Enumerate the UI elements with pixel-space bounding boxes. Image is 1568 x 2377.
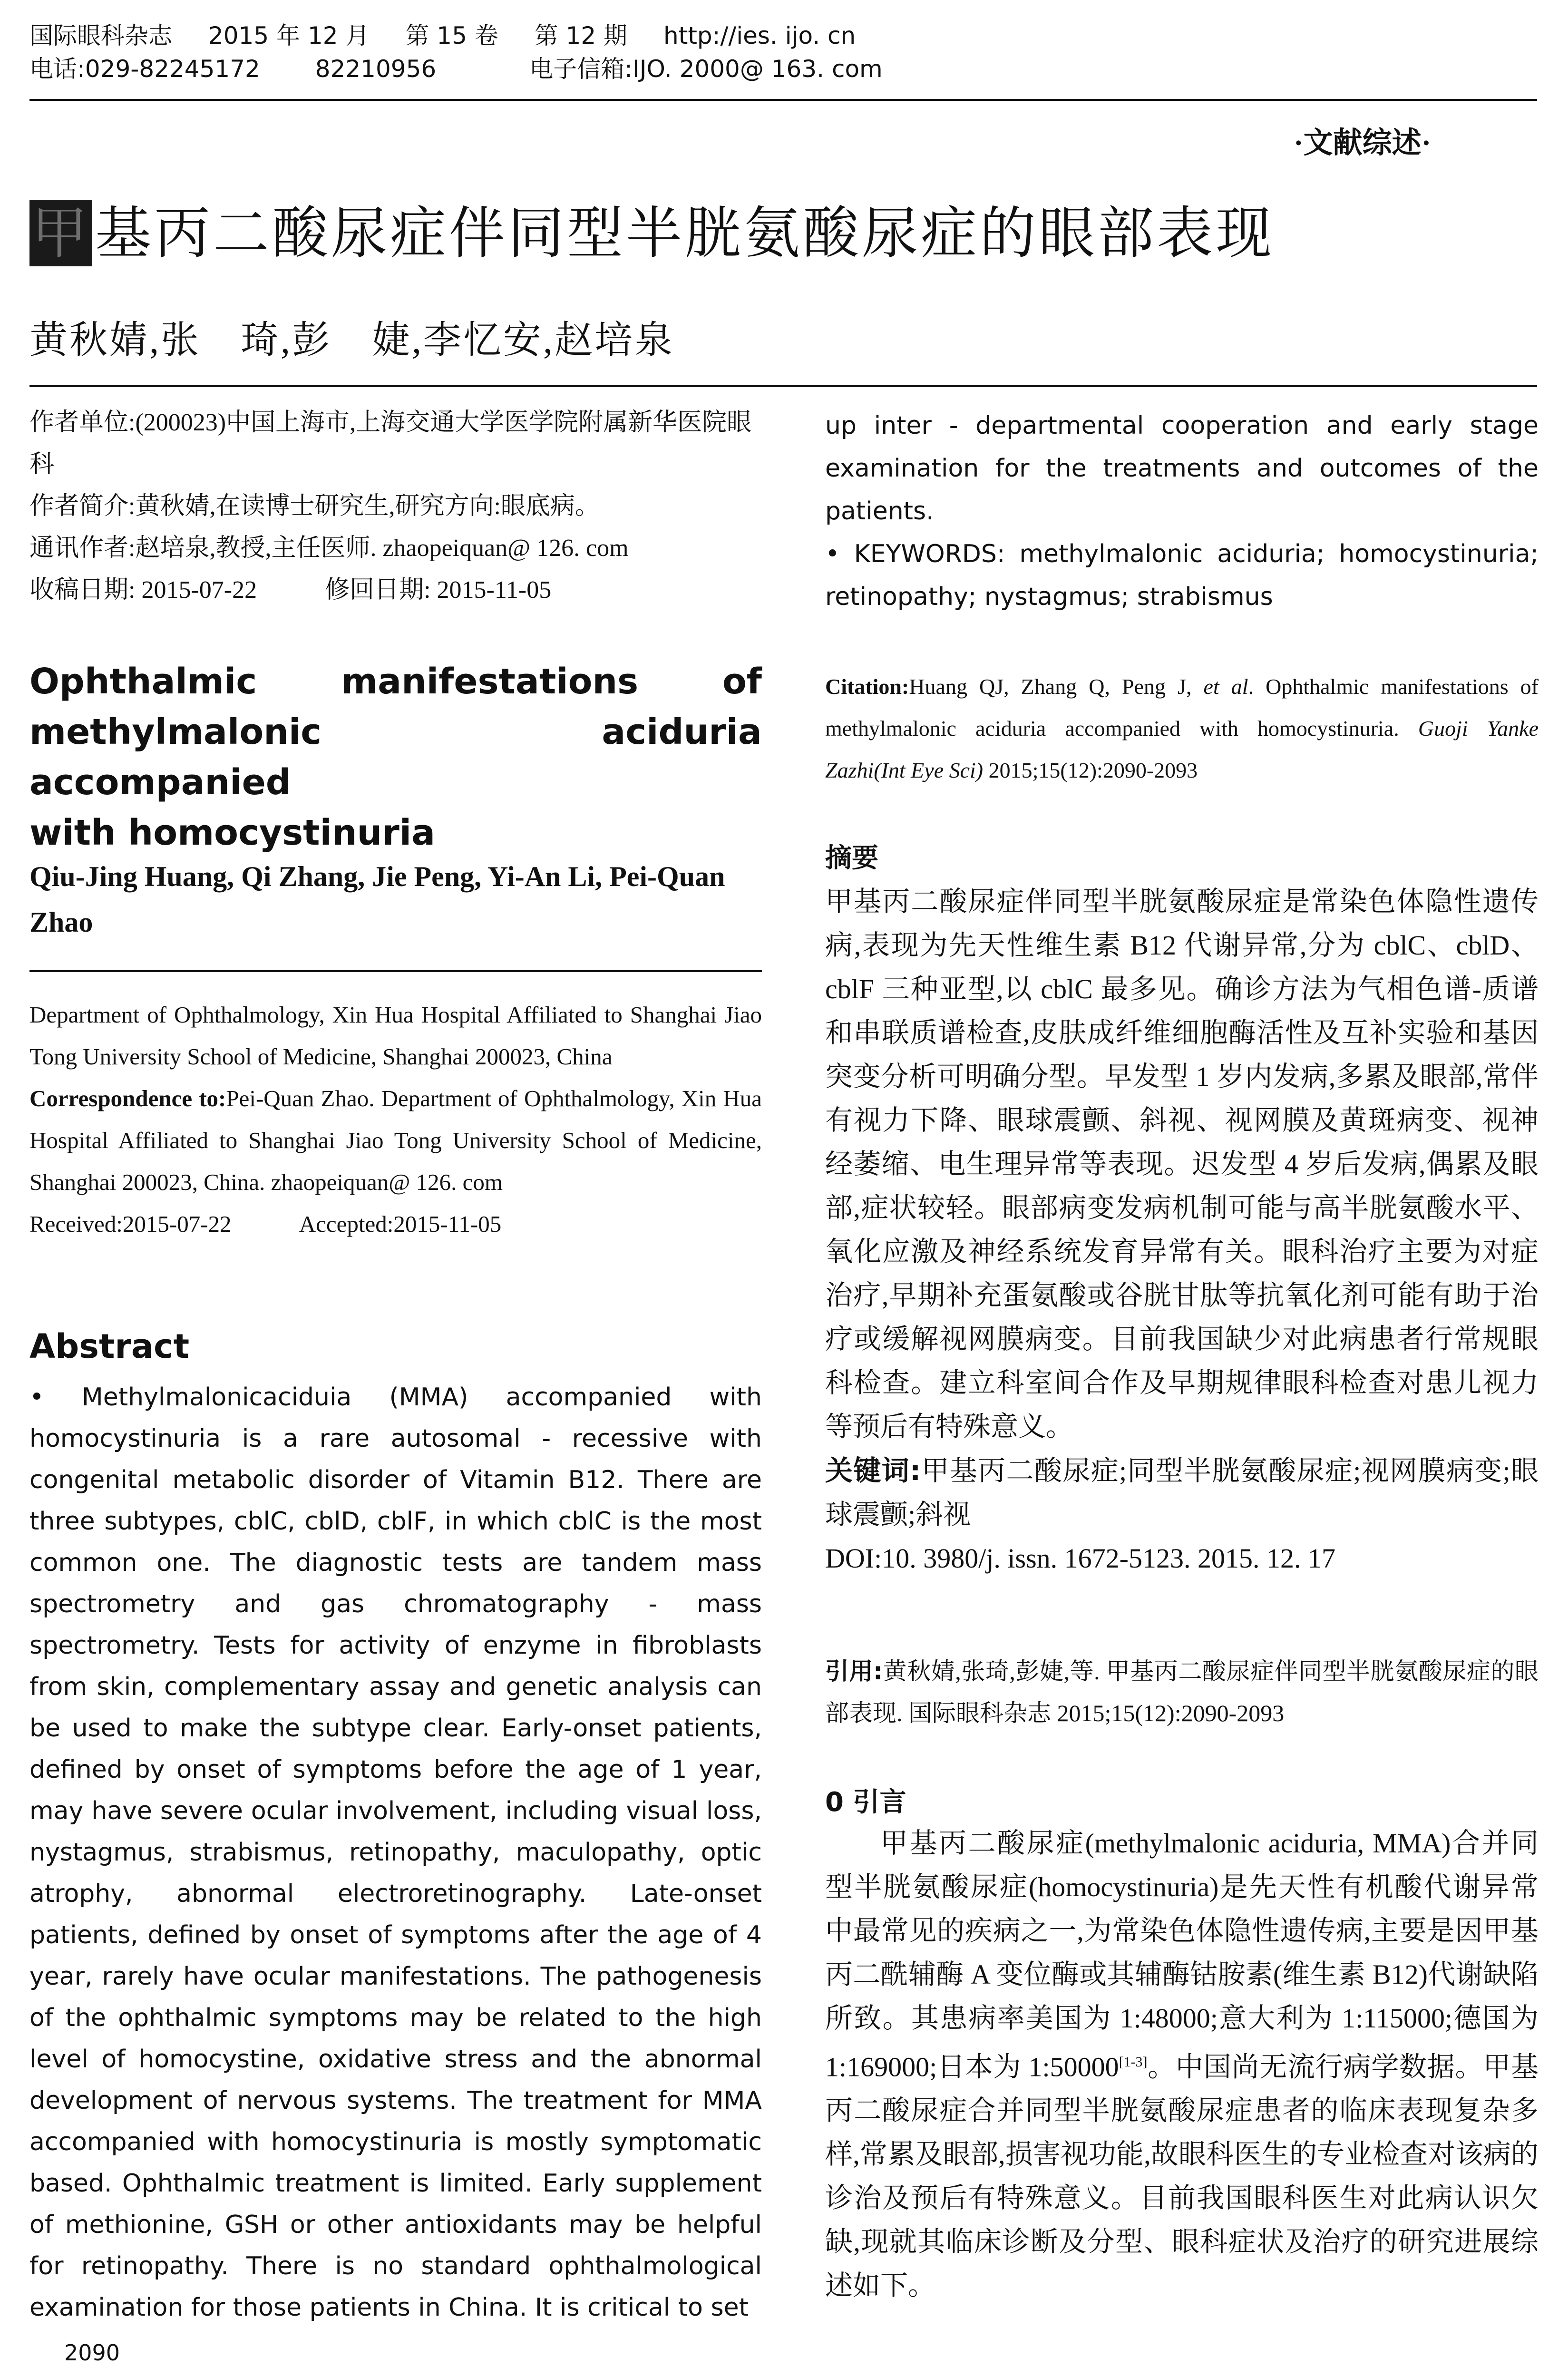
title-rest: 基丙二酸尿症伴同型半胱氨酸尿症的眼部表现 bbox=[95, 200, 1275, 266]
authors-cn: 黄秋婧,张 琦,彭 婕,李忆安,赵培泉 bbox=[29, 320, 674, 361]
left-author-rule bbox=[29, 970, 762, 972]
authors-rule bbox=[29, 385, 1537, 387]
author-bio: 作者简介:黄秋婧,在读博士研究生,研究方向:眼底病。 bbox=[29, 493, 600, 520]
abstract-continuation-block bbox=[825, 404, 1539, 618]
keywords-cn-label: 关键词: bbox=[825, 1454, 921, 1487]
correspondence-text: Pei-Quan Zhao. Department of Ophthalmology, Xin Hua Hospital Affiliated to Shanghai Jiao Tong University School of Medicine, Shanghai 200023, China. zhaopeiquan@ 126. com bbox=[29, 1085, 762, 1195]
affiliation-block bbox=[29, 994, 762, 1245]
abstract-cn-heading: 摘要 bbox=[825, 843, 878, 874]
revised-cn: 修回日期: 2015-11-05 bbox=[325, 576, 552, 604]
english-title-line-3: with homocystinuria bbox=[29, 812, 436, 853]
keywords-cn bbox=[825, 1449, 1539, 1537]
citation-journal: Guoji Yanke Zazhi(Int Eye Sci) bbox=[825, 716, 1539, 782]
abstract-heading: Abstract bbox=[29, 1327, 190, 1366]
accepted-en: Accepted:2015-11-05 bbox=[299, 1211, 502, 1237]
citation-cn-text: 黄秋婧,张琦,彭婕,等. 甲基丙二酸尿症伴同型半胱氨酸尿症的眼部表现. 国际眼科杂志 2015;15(12):2090-2093 bbox=[825, 1658, 1539, 1726]
journal-header bbox=[29, 19, 1537, 86]
title-first-char: 甲 bbox=[29, 200, 92, 266]
intro-paragraph bbox=[825, 1822, 1539, 2308]
abstract-body: • Methylmalonicaciduia (MMA) accompanied with homocystinuria is a rare autosomal - recessive with congenital metabolic disorder of Vitamin B12. There are three subtypes, cblC, cblD, cblF, in which cblC is the most common one. The diagnostic tests are tandem mass spectrometry and gas chromatography - mass spectrometry. Tests for activity of enzyme in fibroblasts from skin, complementary assay and genetic analysis can be used to make the subtype clear. Early-onset patients, defined by onset of symptoms before the age of 1 year, may have severe ocular involvement, including visual loss, nystagmus, strabismus, retinopathy, maculopathy, optic atrophy, abnormal electroretinography. Late-onset patients, defined by onset of symptoms after the age of 4 year, rarely have ocular manifestations. The pathogenesis of the ophthalmic symptoms may be related to the high level of homocystine, oxidative stress and the abnormal development of nervous systems. The treatment for MMA accompanied with homocystinuria is mostly symptomatic based. Ophthalmic treatment is limited. Early supplement of methionine, GSH or other antioxidants may be helpful for retinopathy. There is no standard ophthalmological examination for those patients in China. It is critical to set bbox=[29, 1383, 762, 2322]
article-title bbox=[29, 200, 1275, 266]
page-number: 2090 bbox=[64, 2340, 120, 2366]
section-tag: ·文献综述· bbox=[1294, 127, 1432, 159]
intro-ref[interactable]: [1-3] bbox=[1119, 2054, 1148, 2070]
header-rule bbox=[29, 99, 1537, 101]
intro-heading: 0 引言 bbox=[825, 1787, 906, 1818]
doi: DOI:10. 3980/j. issn. 1672-5123. 2015. 12. 17 bbox=[825, 1543, 1335, 1574]
abstract-continuation: up inter - departmental cooperation and early stage examination for the treatments and outcomes of the patients. bbox=[825, 411, 1539, 526]
correspondence-en bbox=[29, 1078, 762, 1203]
volume: 第 15 卷 bbox=[405, 22, 498, 49]
journal-name: 国际眼科杂志 bbox=[29, 22, 172, 49]
correspondence-label: Correspondence to: bbox=[29, 1085, 226, 1111]
intro-text-b: 。中国尚无流行病学数据。甲基丙二酸尿症合并同型半胱氨酸尿症患者的临床表现复杂多样,常累及眼部,损害视功能,故眼科医生的专业检查对该病的诊治及预后有特殊意义。目前我国眼科医生对此病认识欠缺,现就其临床诊断及分型、眼科症状及治疗的研究进展综述如下。 bbox=[825, 2051, 1539, 2301]
keywords-cn-text: 甲基丙二酸尿症;同型半胱氨酸尿症;视网膜病变;眼球震颤;斜视 bbox=[825, 1455, 1539, 1530]
affiliation: Department of Ophthalmology, Xin Hua Hospital Affiliated to Shanghai Jiao Tong University School of Medicine, Shanghai 200023, China bbox=[29, 1002, 762, 1070]
citation-en bbox=[825, 666, 1539, 791]
author-info bbox=[29, 402, 762, 611]
correspondence-cn: 通讯作者:赵培泉,教授,主任医师. zhaopeiquan@ 126. com bbox=[29, 535, 629, 562]
citation-title: . Ophthalmic manifestations of methylmalonic aciduria accompanied with homocystinuria. bbox=[825, 674, 1539, 740]
journal-url[interactable]: http://ies. ijo. cn bbox=[663, 22, 856, 49]
citation-cn bbox=[825, 1650, 1539, 1734]
received-en: Received:2015-07-22 bbox=[29, 1211, 232, 1237]
intro-text-a: 甲基丙二酸尿症(methylmalonic aciduria, MMA)合并同型半胱氨酸尿症(homocystinuria)是先天性有机酸代谢异常中最常见的疾病之一,为常染色体隐性遗传病,主要是因甲基丙二酰辅酶 A 变位酶或其辅酶钴胺素(维生素 B12)代谢缺陷所致。其患病率美国为 1:48000;意大利为 1:115000;德国为 1:169000;日本为 1:50000 bbox=[825, 1828, 1539, 2083]
issue-date: 2015 年 12 月 bbox=[208, 22, 370, 49]
abstract-cn-block bbox=[825, 880, 1539, 1580]
english-title bbox=[29, 656, 762, 858]
english-title-line-2: methylmalonic aciduria accompanied bbox=[29, 711, 762, 803]
citation-authors: Huang QJ, Zhang Q, Peng J, bbox=[909, 674, 1204, 699]
keywords-en: • KEYWORDS: methylmalonic aciduria; homocystinuria; retinopathy; nystagmus; strabismus bbox=[825, 540, 1539, 611]
email[interactable]: 电子信箱:IJO. 2000@ 163. com bbox=[529, 55, 883, 83]
phone: 电话:029-82245172 bbox=[29, 55, 260, 83]
english-authors: Qiu-Jing Huang, Qi Zhang, Jie Peng, Yi-An Li, Pei-Quan Zhao bbox=[29, 861, 725, 938]
abstract-cn-body: 甲基丙二酸尿症伴同型半胱氨酸尿症是常染色体隐性遗传病,表现为先天性维生素 B12 代谢异常,分为 cblC、cblD、cblF 三种亚型,以 cblC 最多见。确诊方法为气相色谱-质谱和串联质谱检查,皮肤成纤维细胞酶活性及互补实验和基因突变分析可明确分型。早发型 1 岁内发病,多累及眼部,常伴有视力下降、眼球震颤、斜视、视网膜及黄斑病变、视神经萎缩、电生理异常等表现。迟发型 4 岁后发病,偶累及眼部,症状较轻。眼部病变发病机制可能与高半胱氨酸水平、氧化应激及神经系统发育异常有关。眼科治疗主要为对症治疗,早期补充蛋氨酸或谷胱甘肽等抗氧化剂可能有助于治疗或缓解视网膜病变。目前我国缺少对此病患者行常规眼科检查。建立科室间合作及早期规律眼科检查对患儿视力等预后有特殊意义。 bbox=[825, 886, 1539, 1442]
english-title-line-1: Ophthalmic manifestations of bbox=[29, 661, 762, 702]
citation-etal: et al bbox=[1203, 674, 1248, 699]
received-cn: 收稿日期: 2015-07-22 bbox=[29, 576, 257, 604]
citation-label: Citation: bbox=[825, 674, 909, 699]
issue-number: 第 12 期 bbox=[534, 22, 628, 49]
citation-volume: 2015;15(12):2090-2093 bbox=[983, 758, 1198, 782]
citation-cn-label: 引用: bbox=[825, 1657, 883, 1685]
phone-2: 82210956 bbox=[315, 55, 437, 83]
author-unit: 作者单位:(200023)中国上海市,上海交通大学医学院附属新华医院眼科 bbox=[29, 409, 752, 478]
